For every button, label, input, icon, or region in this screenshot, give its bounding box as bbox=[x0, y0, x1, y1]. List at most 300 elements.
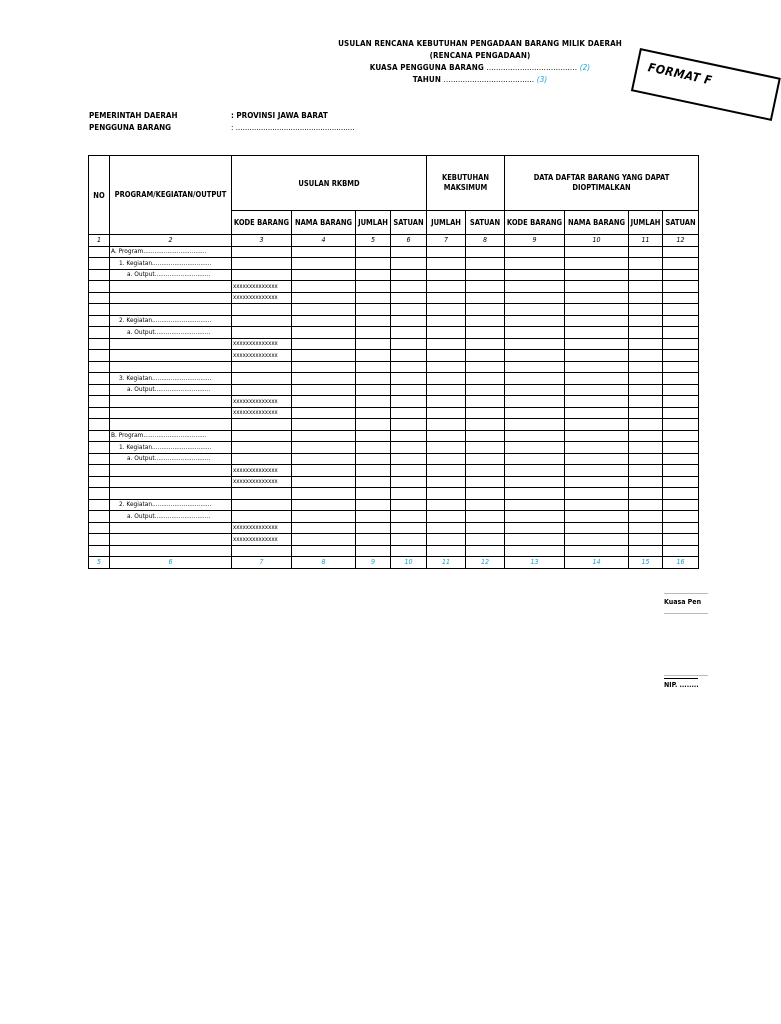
table-cell bbox=[356, 292, 391, 304]
table-row bbox=[89, 269, 699, 281]
table-cell bbox=[427, 511, 466, 523]
table-cell bbox=[356, 350, 391, 362]
table-cell bbox=[89, 522, 110, 534]
kode-barang-cell bbox=[232, 511, 292, 523]
table-cell bbox=[89, 281, 110, 293]
table-cell bbox=[292, 522, 356, 534]
table-cell bbox=[427, 258, 466, 270]
table-cell bbox=[505, 281, 565, 293]
table-cell bbox=[466, 338, 505, 350]
table-cell bbox=[565, 281, 629, 293]
table-cell bbox=[427, 453, 466, 465]
table-cell bbox=[466, 499, 505, 511]
kode-barang-cell: xxxxxxxxxxxxxx bbox=[232, 396, 292, 408]
table-cell bbox=[356, 545, 391, 557]
table-cell bbox=[505, 269, 565, 281]
table-cell bbox=[565, 453, 629, 465]
table-cell bbox=[565, 327, 629, 339]
table-cell bbox=[466, 522, 505, 534]
table-cell bbox=[427, 246, 466, 258]
signature-title-dots: ...................... bbox=[664, 608, 708, 616]
table-cell bbox=[466, 361, 505, 373]
table-cell bbox=[427, 499, 466, 511]
table-cell bbox=[629, 373, 663, 385]
table-cell bbox=[629, 384, 663, 396]
kode-barang-cell bbox=[232, 419, 292, 431]
col-kode-barang: KODE BARANG bbox=[232, 211, 292, 235]
table-row bbox=[89, 465, 699, 477]
table-cell bbox=[356, 258, 391, 270]
table-row bbox=[89, 281, 699, 293]
table-cell bbox=[663, 534, 699, 546]
table-cell bbox=[356, 442, 391, 454]
table-cell bbox=[565, 430, 629, 442]
table-cell bbox=[356, 476, 391, 488]
table-cell bbox=[466, 315, 505, 327]
col-satuan: SATUAN bbox=[391, 211, 427, 235]
program-cell bbox=[110, 350, 232, 362]
table-cell bbox=[356, 315, 391, 327]
table-cell bbox=[89, 315, 110, 327]
table-cell bbox=[427, 269, 466, 281]
program-cell bbox=[110, 396, 232, 408]
document-header bbox=[330, 38, 630, 86]
table-cell bbox=[292, 350, 356, 362]
table-row bbox=[89, 384, 699, 396]
program-cell bbox=[110, 292, 232, 304]
table-cell bbox=[391, 269, 427, 281]
table-cell bbox=[391, 476, 427, 488]
table-cell bbox=[663, 407, 699, 419]
table-cell bbox=[466, 476, 505, 488]
program-cell bbox=[110, 407, 232, 419]
footer-number: 9 bbox=[356, 557, 391, 569]
table-cell bbox=[89, 258, 110, 270]
table-cell bbox=[356, 453, 391, 465]
program-cell bbox=[110, 304, 232, 316]
kode-barang-cell bbox=[232, 327, 292, 339]
table-cell bbox=[292, 453, 356, 465]
table-row bbox=[89, 453, 699, 465]
col-data-kode-barang: KODE BARANG bbox=[505, 211, 565, 235]
table-cell bbox=[629, 315, 663, 327]
table-cell bbox=[629, 350, 663, 362]
table-cell bbox=[629, 430, 663, 442]
table-cell bbox=[89, 534, 110, 546]
table-cell bbox=[89, 396, 110, 408]
col-nama-barang: NAMA BARANG bbox=[292, 211, 356, 235]
table-cell bbox=[292, 476, 356, 488]
table-cell bbox=[629, 327, 663, 339]
table-row bbox=[89, 407, 699, 419]
table-cell bbox=[466, 304, 505, 316]
table-body bbox=[89, 235, 699, 569]
program-cell: 1. Kegiatan................................ bbox=[110, 258, 232, 270]
program-cell bbox=[110, 338, 232, 350]
table-cell bbox=[391, 338, 427, 350]
table-cell bbox=[292, 384, 356, 396]
table-cell bbox=[505, 488, 565, 500]
program-cell bbox=[110, 465, 232, 477]
table-cell bbox=[466, 488, 505, 500]
table-cell bbox=[565, 373, 629, 385]
program-cell bbox=[110, 281, 232, 293]
table-cell bbox=[292, 534, 356, 546]
table-cell bbox=[89, 419, 110, 431]
table-cell bbox=[663, 361, 699, 373]
table-cell bbox=[629, 396, 663, 408]
table-cell bbox=[629, 407, 663, 419]
table-cell bbox=[356, 534, 391, 546]
table-cell bbox=[292, 338, 356, 350]
col-data-jumlah: JUMLAH bbox=[629, 211, 663, 235]
table-cell bbox=[629, 269, 663, 281]
table-cell bbox=[663, 373, 699, 385]
footer-number: 16 bbox=[663, 557, 699, 569]
program-cell: a. Output.............................. bbox=[110, 384, 232, 396]
table-cell bbox=[505, 338, 565, 350]
table-cell bbox=[391, 499, 427, 511]
column-number: 8 bbox=[466, 235, 505, 247]
column-number: 1 bbox=[89, 235, 110, 247]
table-cell bbox=[565, 534, 629, 546]
table-cell bbox=[663, 327, 699, 339]
table-cell bbox=[663, 281, 699, 293]
tahun-num: (3) bbox=[536, 75, 548, 84]
table-cell bbox=[466, 511, 505, 523]
table-cell bbox=[629, 465, 663, 477]
table-cell bbox=[356, 522, 391, 534]
table-cell bbox=[565, 292, 629, 304]
kode-barang-cell bbox=[232, 488, 292, 500]
kode-barang-cell: xxxxxxxxxxxxxx bbox=[232, 292, 292, 304]
table-cell bbox=[565, 499, 629, 511]
table-cell bbox=[89, 488, 110, 500]
footer-number: 8 bbox=[292, 557, 356, 569]
header-subtitle: (RENCANA PENGADAAN) bbox=[429, 51, 531, 60]
table-cell bbox=[505, 419, 565, 431]
column-number: 6 bbox=[391, 235, 427, 247]
table-cell bbox=[356, 384, 391, 396]
table-cell bbox=[505, 453, 565, 465]
table-cell bbox=[505, 258, 565, 270]
footer-number: 10 bbox=[391, 557, 427, 569]
table-cell bbox=[565, 304, 629, 316]
kode-barang-cell bbox=[232, 442, 292, 454]
table-row bbox=[89, 327, 699, 339]
table-row bbox=[89, 430, 699, 442]
table-cell bbox=[565, 442, 629, 454]
table-cell bbox=[391, 419, 427, 431]
column-number: 4 bbox=[292, 235, 356, 247]
table-cell bbox=[292, 442, 356, 454]
pemerintah-label: PEMERINTAH DAERAH bbox=[89, 111, 178, 120]
table-cell bbox=[391, 534, 427, 546]
rkbmd-table bbox=[88, 155, 699, 569]
table-row bbox=[89, 476, 699, 488]
table-cell bbox=[427, 396, 466, 408]
footer-number: 5 bbox=[89, 557, 110, 569]
table-cell bbox=[663, 488, 699, 500]
table-cell bbox=[663, 350, 699, 362]
table-row bbox=[89, 419, 699, 431]
table-cell bbox=[391, 327, 427, 339]
kuasa-label: KUASA PENGGUNA BARANG bbox=[369, 63, 484, 72]
table-cell bbox=[565, 258, 629, 270]
table-cell bbox=[356, 465, 391, 477]
table-cell bbox=[391, 361, 427, 373]
table-cell bbox=[565, 407, 629, 419]
footer-number: 7 bbox=[232, 557, 292, 569]
header-tahun bbox=[330, 74, 630, 86]
col-header-kebutuhan: KEBUTUHAN MAKSIMUM bbox=[427, 156, 505, 211]
table-cell bbox=[292, 373, 356, 385]
table-cell bbox=[565, 488, 629, 500]
table-cell bbox=[663, 258, 699, 270]
table-row bbox=[89, 522, 699, 534]
table-cell bbox=[663, 430, 699, 442]
col-header-usulan: USULAN RKBMD bbox=[232, 156, 427, 211]
kode-barang-cell bbox=[232, 499, 292, 511]
column-number: 9 bbox=[505, 235, 565, 247]
table-cell bbox=[466, 419, 505, 431]
column-number: 3 bbox=[232, 235, 292, 247]
table-cell bbox=[356, 361, 391, 373]
table-row bbox=[89, 338, 699, 350]
program-cell: a. Output.............................. bbox=[110, 453, 232, 465]
table-cell bbox=[89, 292, 110, 304]
pengguna-label: PENGGUNA BARANG bbox=[89, 123, 172, 132]
table-cell bbox=[427, 430, 466, 442]
table-cell bbox=[89, 246, 110, 258]
table-cell bbox=[356, 281, 391, 293]
column-number: 12 bbox=[663, 235, 699, 247]
table-cell bbox=[663, 384, 699, 396]
table-cell bbox=[391, 304, 427, 316]
table-cell bbox=[292, 419, 356, 431]
pengguna-value: : .................................................... bbox=[231, 123, 355, 132]
table-row bbox=[89, 246, 699, 258]
col-header-data-daftar: DATA DAFTAR BARANG YANG DAPAT DIOPTIMALKAN bbox=[505, 156, 699, 211]
table-cell bbox=[629, 499, 663, 511]
footer-number: 11 bbox=[427, 557, 466, 569]
table-cell bbox=[505, 315, 565, 327]
kode-barang-cell bbox=[232, 361, 292, 373]
table-cell bbox=[292, 407, 356, 419]
kode-barang-cell: xxxxxxxxxxxxxx bbox=[232, 407, 292, 419]
kode-barang-cell: xxxxxxxxxxxxxx bbox=[232, 281, 292, 293]
table-cell bbox=[505, 373, 565, 385]
program-cell: 2. Kegiatan................................ bbox=[110, 315, 232, 327]
tahun-dots: ...................................... bbox=[443, 75, 535, 84]
table-cell bbox=[356, 338, 391, 350]
table-cell bbox=[391, 465, 427, 477]
table-row bbox=[89, 396, 699, 408]
table-cell bbox=[292, 465, 356, 477]
table-cell bbox=[663, 396, 699, 408]
table-cell bbox=[427, 442, 466, 454]
table-cell bbox=[663, 304, 699, 316]
table-cell bbox=[565, 511, 629, 523]
table-cell bbox=[629, 488, 663, 500]
table-cell bbox=[292, 499, 356, 511]
program-cell bbox=[110, 488, 232, 500]
table-cell bbox=[292, 281, 356, 293]
table-cell bbox=[427, 281, 466, 293]
table-cell bbox=[356, 396, 391, 408]
table-row bbox=[89, 304, 699, 316]
table-cell bbox=[629, 419, 663, 431]
tahun-label: TAHUN bbox=[412, 75, 441, 84]
table-row bbox=[89, 361, 699, 373]
table-row bbox=[89, 488, 699, 500]
table-row bbox=[89, 534, 699, 546]
table-cell bbox=[391, 315, 427, 327]
kode-barang-cell bbox=[232, 246, 292, 258]
table-cell bbox=[391, 281, 427, 293]
table-cell bbox=[89, 442, 110, 454]
table-cell bbox=[629, 304, 663, 316]
table-cell bbox=[356, 511, 391, 523]
table-cell bbox=[427, 292, 466, 304]
table-row bbox=[89, 499, 699, 511]
column-number: 7 bbox=[427, 235, 466, 247]
table-cell bbox=[427, 476, 466, 488]
table-cell bbox=[391, 373, 427, 385]
table-cell bbox=[466, 453, 505, 465]
header-kuasa bbox=[330, 62, 630, 74]
table-cell bbox=[466, 292, 505, 304]
table-cell bbox=[391, 453, 427, 465]
table-cell bbox=[565, 476, 629, 488]
table-cell bbox=[292, 315, 356, 327]
table-cell bbox=[391, 384, 427, 396]
table-cell bbox=[292, 269, 356, 281]
table-cell bbox=[391, 350, 427, 362]
table-cell bbox=[427, 419, 466, 431]
format-stamp bbox=[631, 48, 781, 121]
table-cell bbox=[466, 396, 505, 408]
kode-barang-cell bbox=[232, 269, 292, 281]
table-cell bbox=[663, 442, 699, 454]
program-cell bbox=[110, 361, 232, 373]
table-cell bbox=[663, 476, 699, 488]
table-cell bbox=[663, 338, 699, 350]
table-cell bbox=[292, 327, 356, 339]
table-cell bbox=[427, 338, 466, 350]
table-cell bbox=[427, 465, 466, 477]
table-cell bbox=[292, 430, 356, 442]
table-cell bbox=[89, 453, 110, 465]
table-cell bbox=[466, 246, 505, 258]
table-row bbox=[89, 292, 699, 304]
table-cell bbox=[505, 350, 565, 362]
table-cell bbox=[466, 384, 505, 396]
kuasa-dots: ...................................... bbox=[486, 63, 578, 72]
footer-number: 6 bbox=[110, 557, 232, 569]
table-cell bbox=[629, 338, 663, 350]
table-cell bbox=[629, 281, 663, 293]
kuasa-num: (2) bbox=[579, 63, 591, 72]
table-cell bbox=[292, 292, 356, 304]
table-cell bbox=[89, 407, 110, 419]
table-cell bbox=[356, 488, 391, 500]
table-cell bbox=[89, 511, 110, 523]
header-title: USULAN RENCANA KEBUTUHAN PENGADAAN BARANG MILIK DAERAH bbox=[338, 39, 622, 48]
kode-barang-cell: xxxxxxxxxxxxxx bbox=[232, 522, 292, 534]
table-cell bbox=[356, 246, 391, 258]
program-cell bbox=[110, 522, 232, 534]
table-cell bbox=[89, 465, 110, 477]
table-cell bbox=[629, 522, 663, 534]
table-cell bbox=[505, 327, 565, 339]
table-cell bbox=[427, 534, 466, 546]
table-cell bbox=[629, 246, 663, 258]
kode-barang-cell bbox=[232, 453, 292, 465]
table-cell bbox=[565, 545, 629, 557]
footer-number-row bbox=[89, 557, 699, 569]
table-cell bbox=[505, 476, 565, 488]
table-cell bbox=[427, 350, 466, 362]
table-cell bbox=[391, 442, 427, 454]
kode-barang-cell bbox=[232, 258, 292, 270]
program-cell: 3. Kegiatan................................ bbox=[110, 373, 232, 385]
table-cell bbox=[466, 465, 505, 477]
program-cell bbox=[110, 545, 232, 557]
table-cell bbox=[427, 304, 466, 316]
table-cell bbox=[427, 488, 466, 500]
program-cell: a. Output.............................. bbox=[110, 511, 232, 523]
table-cell bbox=[466, 281, 505, 293]
table-cell bbox=[505, 384, 565, 396]
table-cell bbox=[565, 246, 629, 258]
program-cell bbox=[110, 476, 232, 488]
table-cell bbox=[89, 373, 110, 385]
program-cell: 2. Kegiatan................................ bbox=[110, 499, 232, 511]
footer-number: 14 bbox=[565, 557, 629, 569]
table-cell bbox=[565, 269, 629, 281]
signature-nip: NIP. ........ bbox=[664, 681, 699, 689]
table-cell bbox=[565, 361, 629, 373]
table-cell bbox=[629, 258, 663, 270]
table-cell bbox=[356, 499, 391, 511]
table-cell bbox=[391, 258, 427, 270]
table-cell bbox=[356, 304, 391, 316]
table-row bbox=[89, 315, 699, 327]
table-cell bbox=[391, 488, 427, 500]
table-cell bbox=[565, 315, 629, 327]
footer-number: 15 bbox=[629, 557, 663, 569]
table-cell bbox=[292, 511, 356, 523]
table-cell bbox=[629, 545, 663, 557]
table-cell bbox=[466, 258, 505, 270]
table-cell bbox=[629, 453, 663, 465]
table-row bbox=[89, 258, 699, 270]
program-cell: 1. Kegiatan................................ bbox=[110, 442, 232, 454]
table-cell bbox=[663, 419, 699, 431]
col-data-nama-barang: NAMA BARANG bbox=[565, 211, 629, 235]
table-cell bbox=[292, 488, 356, 500]
program-cell bbox=[110, 534, 232, 546]
col-header-no: NO bbox=[89, 156, 110, 235]
table-cell bbox=[427, 361, 466, 373]
table-cell bbox=[89, 327, 110, 339]
program-cell: a. Output.............................. bbox=[110, 327, 232, 339]
table-cell bbox=[629, 476, 663, 488]
col-jumlah: JUMLAH bbox=[356, 211, 391, 235]
table-cell bbox=[663, 465, 699, 477]
table-cell bbox=[356, 269, 391, 281]
